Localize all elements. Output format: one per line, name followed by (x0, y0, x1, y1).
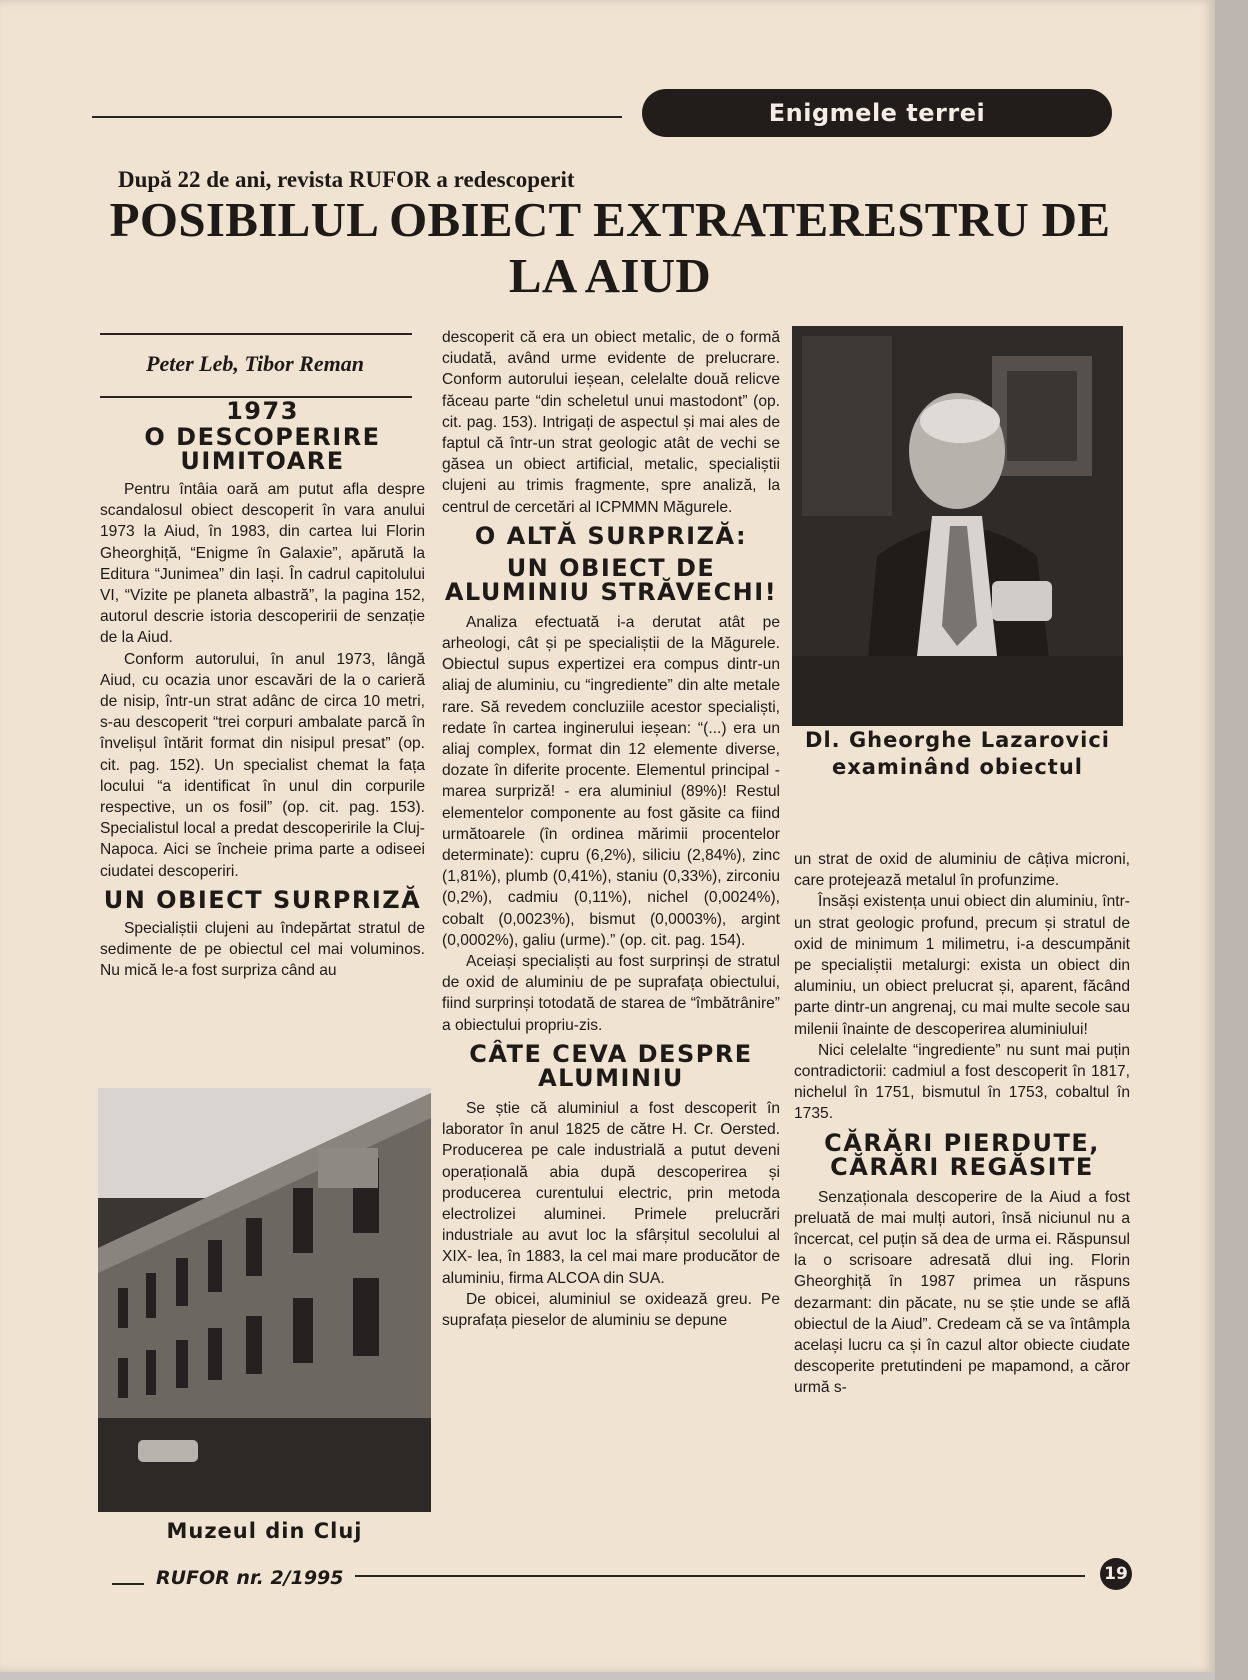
headline: POSIBILUL OBIECT EXTRATERESTRU DE LA AIUD (109, 192, 1111, 303)
author-rule-top (100, 333, 412, 335)
portrait-caption: Dl. Gheorghe Lazarovici examinând obiectul (805, 728, 1110, 779)
paragraph: descoperit că era un obiect metalic, de o formă ciudată, având urme evidente de prelucrare. Conform autorului ieșean, celelalte două relicve făceau parte “din scheletul unui mastodont” (op. cit. pag. 153). Intrigați de aspectul și mai ales de faptul că într-un strat geologic atât de vechi se găsea un obiect artificial, metalic, specialiștii clujeni au trimis fragmente, spre analiză, la centrul de cercetări al ICPMMN Măgurele. (442, 329, 780, 516)
subheading-surprise-object: UN OBIECT SURPRIZĂ (103, 885, 422, 914)
paragraph: Conform autorului, în anul 1973, lângă Aiud, cu ocazia unor escavări de la o carieră de nisip, într-un strat adânc de circa 10 metri, s-au descoperit “trei corpuri ambalate parcă în învelișul întărit format din nisipul presat” (op. cit. pag. 152). Un specialist chemat la fața locului “a identificat în unul din corpurile respective, un os fosil” (op. cit. pag. 153). Specialistul local a predat descoperirile la Cluj-Napoca. Aici se încheie prima parte a odiseei ciudatei descoperiri. (100, 650, 425, 880)
footer-left-rule (112, 1583, 144, 1585)
issue-label: RUFOR nr. 2/1995 (156, 1567, 344, 1589)
authors: Peter Leb, Tibor Reman (146, 351, 364, 376)
column-2 (442, 327, 780, 1331)
paragraph: Pentru întâia oară am putut afla despre scandalosul obiect descoperit în vara anului 1973 la Aiud, în 1983, din cartea lui Florin Gheorghiță, “Enigme în Galaxie”, apărută la Editura “Junimea” din Iași. În cadrul capitolului VI, “Vizite pe planeta albastră”, la pagina 152, autorul descrie istoria descoperirii de senzație de la Aiud. (100, 481, 425, 647)
subheading-discovery: O DESCOPERIRE UIMITOARE (144, 423, 381, 475)
page-edge (1215, 0, 1248, 1680)
paragraph: Senzaționala descoperire de la Aiud a fost preluată de mai mulți autori, însă niciunul nu a încercat, cel puțin să dea de urma ei. Răspunsul la o scrisoare adresată dlui ing. Florin Gheorghiță în 1987 primea un răspuns dezarmant: din păcate, nu se știe unde se află obiectul de la Aiud”. Credeam că se va întâmpla același lucru ca și în cazul altor obiecte ciudate descoperite pretutindeni pe mapamond, a căror urmă s- (794, 1188, 1130, 1397)
paragraph: Însăși existența unui obiect din aluminiu, într-un strat geologic profund, precum și stratul de oxid de minimum 1 milimetru, i-a descumpănit pe specialiștii metalurgi: exista un obiect din aluminiu, un obiect prelucrat și, aparent, făcând parte dintr-un angrenaj, cu mai multe secole sau milenii înainte de descoperirea aluminiului! (794, 893, 1130, 1038)
subheading-aluminium-object: UN OBIECT DE ALUMINIU STRĂVECHI! (444, 553, 778, 606)
page-number: 19 (1100, 1558, 1132, 1590)
portrait-photo (792, 326, 1123, 726)
column-1 (100, 397, 425, 981)
paragraph: Analiza efectuată i-a derutat atât pe arheologi, cât și pe specialiștii de la Măgurele. Obiectul supus expertizei era compus dintr-un aliaj de aluminiu, cu “ingrediente” din alte metale rare. Să revedem concluziile acestor specialiști, redate în cartea inginerului ieșean: “(...) era un aliaj complex, format din 12 elemente diverse, dozate în diferite procente. Elementul principal - marea surpriză! - era aluminiul (89%)! Restul elementelor componente au fost găsite ca fiind următoarele (în ordinea mărimii procentelor determinate): cupru (6,2%), siliciu (2,84%), zinc (1,81%), plumb (0,41%), staniu (0,33%), zirconiu (0,2%), cadmiu (0,11%), nichel (0,0024%), cobalt (0,0023%), bismut (0,0003%), argint (0,0002%), galiu (urme).” (op. cit. pag. 154). (442, 613, 780, 949)
footer-rule (355, 1575, 1085, 1577)
man-examining-object-image (792, 326, 1123, 726)
paragraph: Specialiștii clujeni au îndepărtat stratul de sedimente de pe obiectul cel mai voluminos. Nu mică le-a fost surpriza când au (100, 919, 425, 980)
paragraph: Nici celelalte “ingrediente” nu sunt mai puțin contradictorii: cadmiul a fost descoperit în 1817, nichelul în 1751, bismutul în 1753, cobaltul în 1735. (794, 1041, 1130, 1123)
museum-building-image (98, 1088, 431, 1512)
subheading-another-surprise: O ALTĂ SURPRIZĂ: (474, 521, 748, 550)
museum-caption: Muzeul din Cluj (166, 1519, 363, 1543)
paragraph: un strat de oxid de aluminiu de câțiva microni, care protejează metalul în profunzime. (794, 851, 1130, 890)
subheading-lost-paths: CĂRĂRI PIERDUTE, CĂRĂRI REGĂSITE (824, 1128, 1100, 1181)
museum-photo (98, 1088, 431, 1512)
column-3 (794, 849, 1130, 1399)
subheading-about-aluminium: CÂTE CEVA DESPRE ALUMINIU (469, 1039, 753, 1092)
paragraph: Aceiași specialiști au fost surprinși de stratul de oxid de aluminiu de pe suprafața obiectului, fiind surprinși totodată de starea de “îmbătrânire” a obiectului propriu-zis. (442, 953, 780, 1034)
paragraph: Se știe că aluminiul a fost descoperit în laborator în anul 1825 de către H. Cr. Oersted. Producerea pe cale industrială a putut deveni operațională abia după descoperirea și producerea curentului electric, prin metoda electrolizei aluminei. Primele prelucrări industriale au avut loc la sfârșitul secolului al XIX- lea, în 1883, la cel mai mare producător de aluminiu, firma ALCOA din SUA. (442, 1099, 780, 1287)
header-rule (92, 116, 622, 118)
kicker: După 22 de ani, revista RUFOR a redescoperit (118, 167, 575, 192)
paragraph: De obicei, aluminiul se oxidează greu. Pe suprafața pieselor de aluminiu se depune (442, 1290, 780, 1329)
year-heading: 1973 (226, 397, 299, 425)
section-label: Enigmele terrei (642, 89, 1112, 137)
